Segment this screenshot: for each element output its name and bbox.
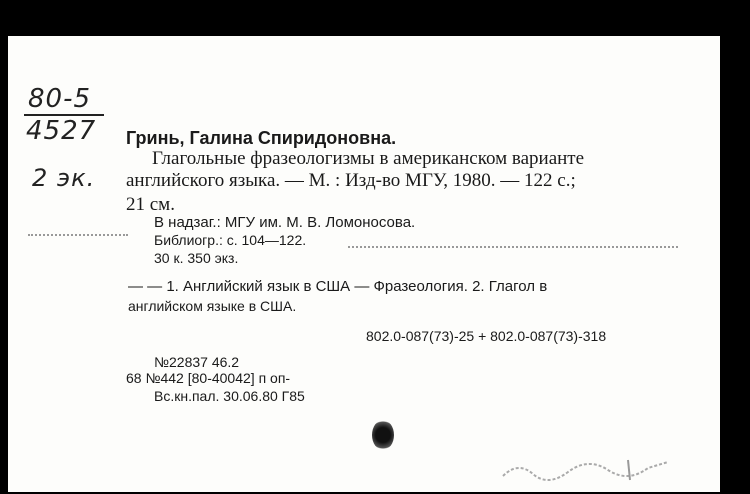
subject-line-2: английском языке в США. [128,298,297,314]
subject-line-1: — — 1. Английский язык в США — Фразеология. 2. Глагол в [128,278,548,295]
title-line-1: Глагольные фразеологизмы в американском варианте [152,148,585,169]
catalog-card [8,36,720,492]
classification-number: 802.0-087(73)-25 + 802.0-087(73)-318 [366,328,607,344]
order-line-2: 68 №442 [80-40042] п оп- [126,370,291,386]
order-line-1: №22837 46.2 [154,354,240,370]
call-number-line2: 4527 [26,116,97,146]
price-run: 30 к. 350 экз. [154,250,239,266]
dotted-artifact [28,234,128,236]
punch-hole-stamp [372,420,394,450]
copies-note: 2 эк. [32,164,96,192]
author-heading: Гринь, Галина Спиридоновна. [126,128,397,148]
call-number-line1: 80-5 [28,84,92,114]
faint-signature [498,456,678,484]
scan-border [720,0,750,494]
title-line-2: английского языка. — М. : Изд-во МГУ, 1980. — 122 с.; [126,170,576,191]
order-line-3: Вс.кн.пал. 30.06.80 Г85 [154,388,305,404]
title-line-3: 21 см. [126,194,175,215]
note-header: В надзаг.: МГУ им. М. В. Ломоносова. [154,214,416,231]
note-bibliography: Библиогр.: с. 104—122. [154,232,307,248]
dotted-artifact [348,246,678,248]
